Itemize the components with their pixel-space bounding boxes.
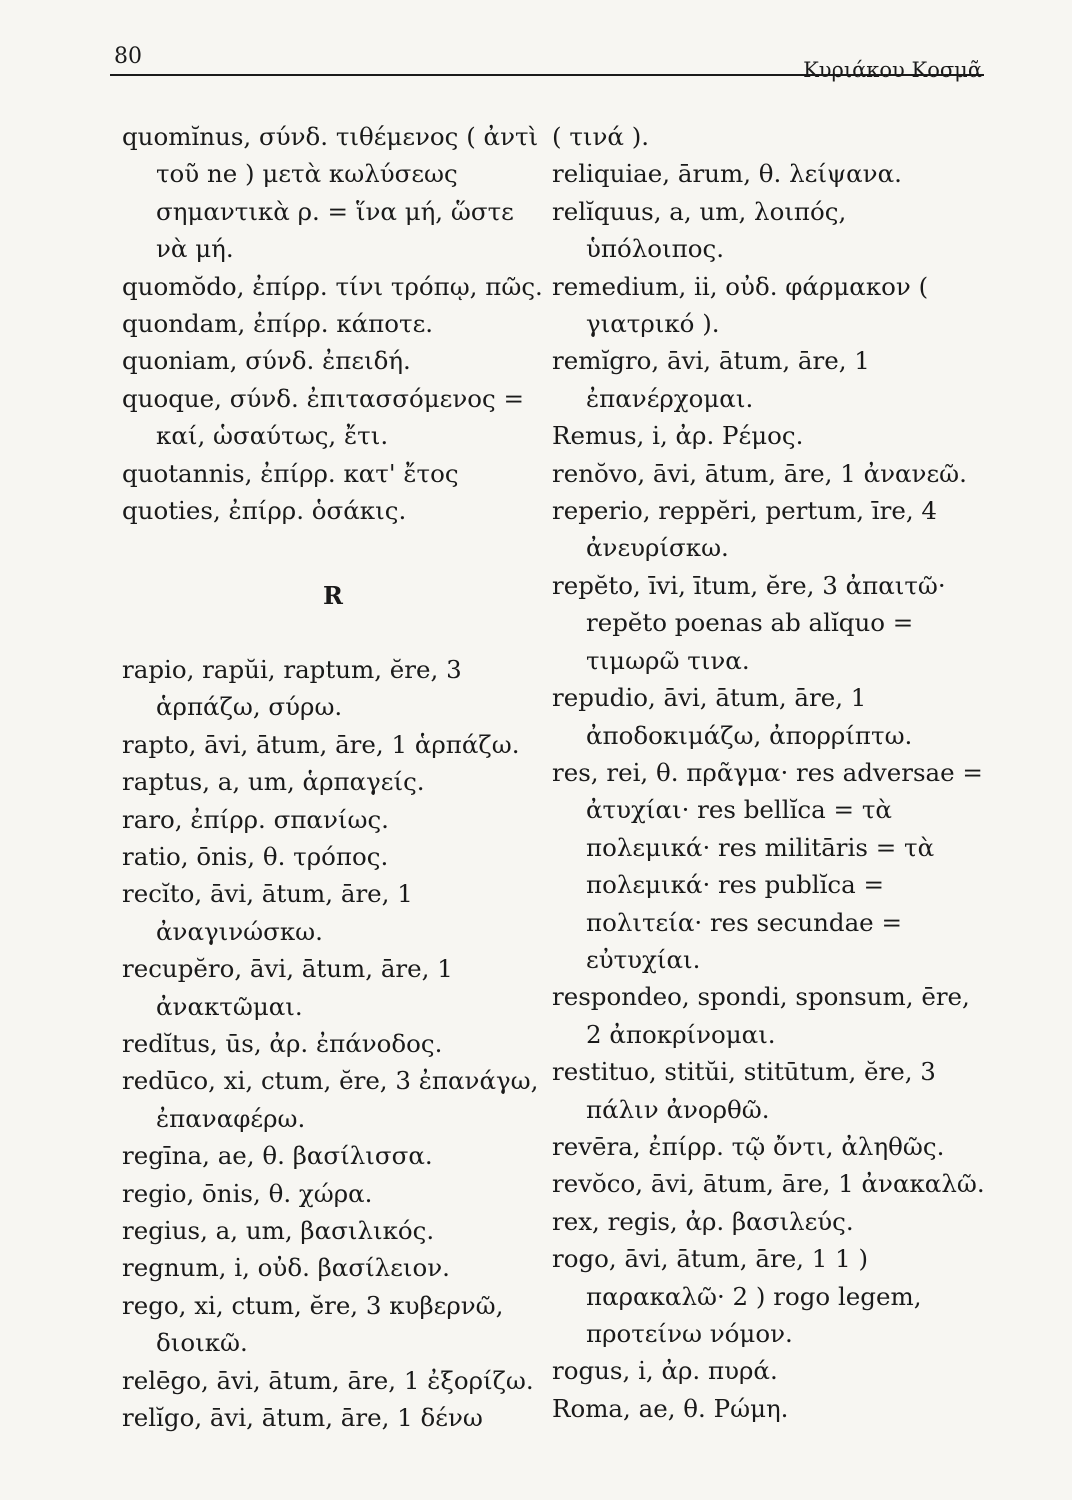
dictionary-entry: rogus, i, ἀρ. πυρά. xyxy=(552,1356,778,1386)
dictionary-entry: Roma, ae, θ. Ρώμη. xyxy=(552,1393,789,1423)
dictionary-entry: relĭgo, āvi, ātum, āre, 1 δένω xyxy=(122,1403,483,1432)
left-entries-after xyxy=(122,651,544,1437)
section-letter: R xyxy=(323,581,343,611)
dictionary-entry: reliquiae, ārum, θ. λείψανα. xyxy=(552,159,902,189)
left-entries-before xyxy=(122,118,544,529)
dictionary-entry: rapio, rapŭi, raptum, ĕre, 3 ἁρπάζω, σύρω. xyxy=(122,654,462,722)
dictionary-entry: repĕto, īvi, ītum, ĕre, 3 ἀπαιτῶ· repĕto poenas ab alĭquo = τιμωρῶ τινα. xyxy=(552,570,946,675)
right-entries xyxy=(552,118,992,1427)
dictionary-entry: regio, ōnis, θ. χώρα. xyxy=(122,1178,373,1208)
dictionary-entry: regnum, i, οὐδ. βασίλειον. xyxy=(122,1253,450,1283)
dictionary-entry: regīna, ae, θ. βασίλισσα. xyxy=(122,1141,433,1171)
dictionary-entry: ( τινά ). xyxy=(552,122,650,151)
page-number: 80 xyxy=(114,44,142,69)
dictionary-entry: rex, regis, ἀρ. βασιλεύς. xyxy=(552,1206,854,1236)
dictionary-entry: quomŏdo, ἐπίρρ. τίνι τρόπῳ, πῶς. xyxy=(122,271,543,301)
running-head: Κυριάκου Κοσμᾶ xyxy=(803,58,982,82)
page-header xyxy=(108,44,982,90)
dictionary-entry: redĭtus, ūs, ἀρ. ἐπάνοδος. xyxy=(122,1028,443,1058)
dictionary-entry: repudio, āvi, ātum, āre, 1 ἀποδοκιμάζω, ἀπορρίπτω. xyxy=(552,683,913,750)
left-column xyxy=(122,118,544,1436)
right-column xyxy=(552,118,992,1427)
dictionary-entry: recupĕro, āvi, ātum, āre, 1 ἀνακτῶμαι. xyxy=(122,954,453,1021)
dictionary-entry: revŏco, āvi, ātum, āre, 1 ἀνακαλῶ. xyxy=(552,1169,985,1199)
dictionary-entry: rego, xi, ctum, ĕre, 3 κυβερνῶ, διοικῶ. xyxy=(122,1290,504,1358)
dictionary-entry: Remus, i, ἀρ. Ρέμος. xyxy=(552,421,804,451)
dictionary-entry: redūco, xi, ctum, ĕre, 3 ἐπανάγω, ἐπαναφέρω. xyxy=(122,1066,539,1133)
dictionary-entry: renŏvo, āvi, ātum, āre, 1 ἀνανεῶ. xyxy=(552,458,967,488)
dictionary-entry: reperio, reppĕri, pertum, īre, 4 ἀνευρίσκω. xyxy=(552,496,938,563)
dictionary-entry: quotannis, ἐπίρρ. κατ' ἔτος xyxy=(122,458,459,488)
dictionary-entry: rapto, āvi, ātum, āre, 1 ἁρπάζω. xyxy=(122,729,520,759)
dictionary-entry: regius, a, um, βασιλικός. xyxy=(122,1215,435,1245)
dictionary-entry: res, rei, θ. πρᾶγμα· res adversae = ἀτυχίαι· res bellĭca = τὰ πολεμικά· res militāris = τὰ πολεμικά· res publĭca = πολιτεία· res secundae = εὐτυχίαι. xyxy=(552,757,983,974)
dictionary-entry: relēgo, āvi, ātum, āre, 1 ἐξορίζω. xyxy=(122,1365,534,1395)
dictionary-entry: restituo, stitŭi, stitūtum, ĕre, 3 πάλιν ἀνορθῶ. xyxy=(552,1057,936,1124)
dictionary-entry: quoniam, σύνδ. ἐπειδή. xyxy=(122,346,411,376)
dictionary-entry: remedium, ii, οὐδ. φάρμακον ( γιατρικό ). xyxy=(552,271,929,339)
dictionary-entry: ratio, ōnis, θ. τρόπος. xyxy=(122,841,389,871)
dictionary-entry: revēra, ἐπίρρ. τῷ ὄντι, ἀληθῶς. xyxy=(552,1131,945,1161)
dictionary-entry: remĭgro, āvi, ātum, āre, 1 ἐπανέρχομαι. xyxy=(552,346,870,413)
dictionary-entry: relĭquus, a, um, λοιπός, ὑπόλοιπος. xyxy=(552,196,847,264)
dictionary-entry: quoque, σύνδ. ἐπιτασσόμενος = καί, ὡσαύτως, ἔτι. xyxy=(122,383,525,451)
dictionary-entry: raptus, a, um, ἁρπαγείς. xyxy=(122,767,425,797)
dictionary-entry: respondeo, spondi, sponsum, ēre, 2 ἀποκρίνομαι. xyxy=(552,982,970,1049)
dictionary-entry: quoties, ἐπίρρ. ὁσάκις. xyxy=(122,496,407,526)
dictionary-entry: quondam, ἐπίρρ. κάποτε. xyxy=(122,309,434,339)
dictionary-entry: raro, ἐπίρρ. σπανίως. xyxy=(122,804,389,834)
header-rule xyxy=(110,74,984,76)
dictionary-entry: quomĭnus, σύνδ. τιθέμενος ( ἀντὶ τοῦ ne ) μετὰ κωλύσεως σημαντικὰ ρ. = ἵνα μή, ὥστε νὰ μή. xyxy=(122,122,539,264)
dictionary-entry: rogo, āvi, ātum, āre, 1 1 ) παρακαλῶ· 2 ) rogo legem, προτείνω νόμον. xyxy=(552,1244,922,1348)
dictionary-entry: recĭto, āvi, ātum, āre, 1 ἀναγινώσκω. xyxy=(122,879,413,946)
